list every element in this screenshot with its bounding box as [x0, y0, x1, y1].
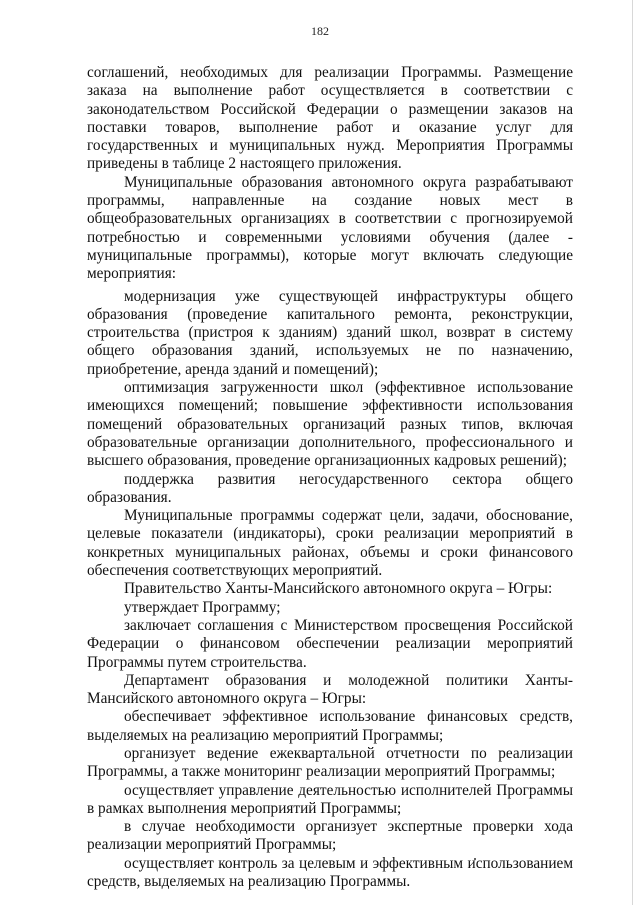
- paragraph: в случае необходимости организует экспертные проверки хода реализации мероприятий Программы;: [87, 818, 573, 854]
- paragraph: утверждает Программу;: [124, 598, 281, 616]
- paragraph: Правительство Ханты-Мансийского автономного округа – Югры:: [124, 580, 553, 598]
- paragraph: заключает соглашения с Министерством просвещения Российской Федерации о финансовом обеспечении реализации мероприятий Программы путем строительства.: [87, 616, 573, 671]
- paragraph: осуществляет управление деятельностью исполнителей Программы в рамках выполнения мероприятий Программы;: [87, 781, 573, 817]
- paragraph: соглашений, необходимых для реализации Программы. Размещение заказа на выполнение работ осуществляется в соответствии с законодательством Российской Федерации о размещении заказов на поставки товаров, выполнение работ и оказание услуг для государственных и муниципальных нужд. Мероприятия Программы приведены в таблице 2 настоящего приложения.: [87, 64, 573, 173]
- document-body: [87, 64, 573, 891]
- paragraph: поддержка развития негосударственного сектора общего образования.: [87, 470, 573, 506]
- paragraph: Муниципальные программы содержат цели, задачи, обоснование, целевые показатели (индикаторы), сроки реализации мероприятий в конкретных муниципальных районах, объемы и сроки финансового обеспечения соответствующих мероприятий.: [87, 507, 573, 580]
- paragraph: Муниципальные образования автономного округа разрабатывают программы, направленные на создание новых мест в общеобразовательных организациях в соответствии с прогнозируемой потребностью и современными условиями обучения (далее - муниципальные программы), которые могут включать следующие мероприятия:: [87, 173, 573, 283]
- paragraph: осуществляет контроль за целевым и эффективным использованием средств, выделяемых на реализацию Программы.: [87, 854, 573, 891]
- paragraph: организует ведение ежеквартальной отчетности по реализации Программы, а также мониторинг реализации мероприятий Программы;: [87, 744, 573, 781]
- paragraph: оптимизация загруженности школ (эффективное использование имеющихся помещений; повышение эффективности использования помещений образовательных организаций разных типов, включая образовательные организации дополнительного, профессионального и высшего образования, проведение организационных кадровых решений);: [87, 379, 573, 470]
- page-number: 182: [311, 24, 329, 38]
- scan-edge: [632, 0, 633, 905]
- paragraph: модернизация уже существующей инфраструктуры общего образования (проведение капитального ремонта, реконструкции, строительства (пристроя к зданиям) зданий школ, возврат в систему общего образования зданий, используемых не по назначению, приобретение, аренда зданий и помещений);: [87, 287, 573, 378]
- paragraph: обеспечивает эффективное использование финансовых средств, выделяемых на реализацию мероприятий Программы;: [87, 708, 573, 744]
- paragraph: Департамент образования и молодежной политики Ханты-Мансийского автономного округа – Югры:: [87, 671, 573, 708]
